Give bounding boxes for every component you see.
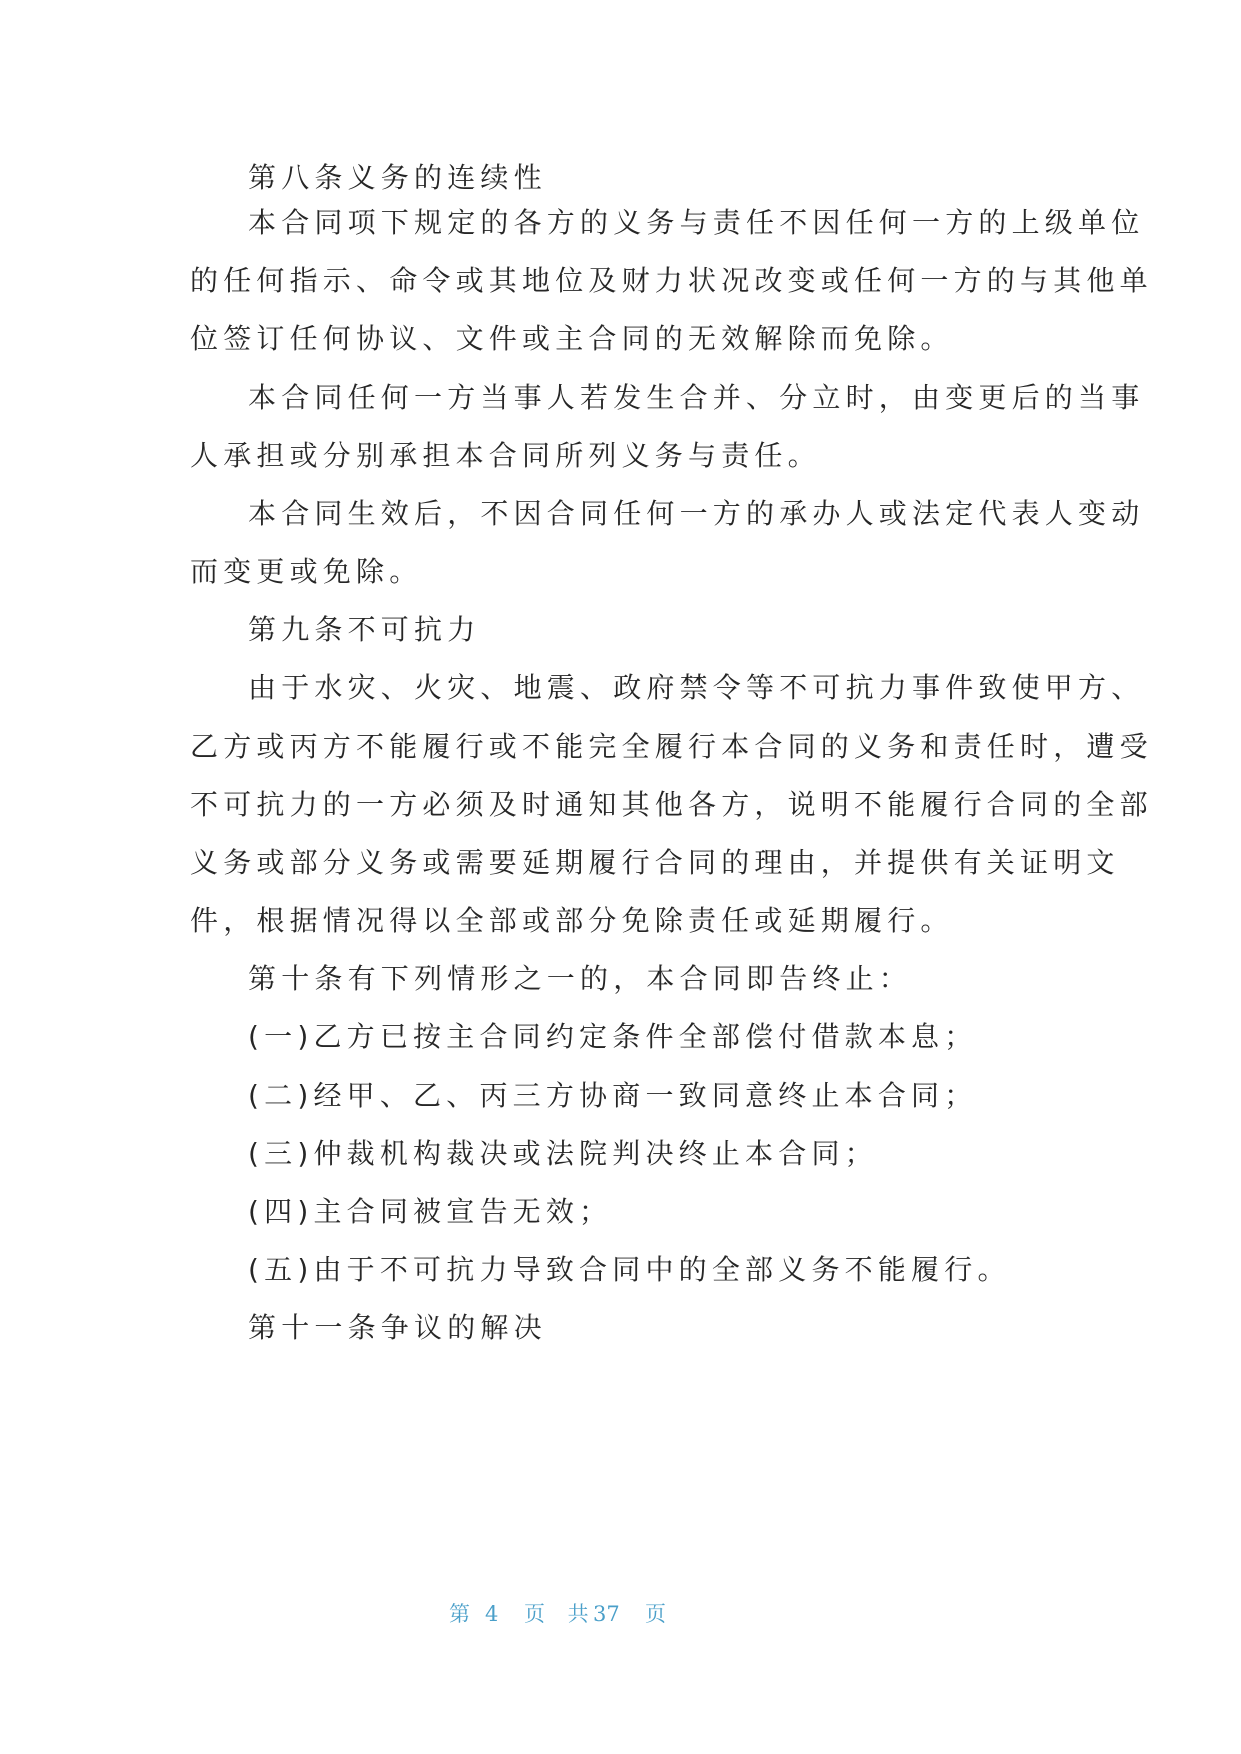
list-item: (三)仲裁机构裁决或法院判决终止本合同；: [248, 1137, 878, 1170]
article-heading: 第十一条争议的解决: [248, 1311, 547, 1344]
paragraph-line: 乙方或丙方不能履行或不能完全履行本合同的义务和责任时，遭受: [190, 730, 1153, 763]
paragraph-line: 义务或部分义务或需要延期履行合同的理由，并提供有关证明文: [190, 846, 1120, 879]
page-footer: [0, 1594, 1241, 1634]
list-item: (一)乙方已按主合同约定条件全部偿付借款本息；: [248, 1020, 978, 1053]
page-label-prefix: 第: [449, 1602, 470, 1626]
paragraph-line: 人承担或分别承担本合同所列义务与责任。: [190, 439, 821, 472]
paragraph-line: 而变更或免除。: [190, 555, 423, 588]
list-item: (五)由于不可抗力导致合同中的全部义务不能履行。: [248, 1253, 1011, 1286]
article-heading: 第八条义务的连续性: [248, 161, 547, 194]
paragraph-line: 本合同任何一方当事人若发生合并、分立时，由变更后的当事: [248, 381, 1145, 414]
paragraph-line: 由于水灾、火灾、地震、政府禁令等不可抗力事件致使甲方、: [248, 671, 1145, 704]
paragraph-line: 位签订任何协议、文件或主合同的无效解除而免除。: [190, 322, 954, 355]
list-item: (二)经甲、乙、丙三方协商一致同意终止本合同；: [248, 1079, 978, 1112]
paragraph-line: 本合同生效后，不因合同任何一方的承办人或法定代表人变动: [248, 497, 1145, 530]
paragraph-line: 件，根据情况得以全部或部分免除责任或延期履行。: [190, 904, 954, 937]
page-label-suffix: 页: [645, 1602, 666, 1626]
page-label-middle: 页 共: [524, 1602, 597, 1626]
total-pages: 37: [593, 1602, 620, 1626]
article-heading: 第十条有下列情形之一的，本合同即告终止：: [248, 962, 913, 995]
article-heading: 第九条不可抗力: [248, 613, 481, 646]
page-number: 4: [485, 1602, 499, 1626]
paragraph-line: 不可抗力的一方必须及时通知其他各方，说明不能履行合同的全部: [190, 788, 1153, 821]
paragraph-line: 的任何指示、命令或其地位及财力状况改变或任何一方的与其他单: [190, 264, 1153, 297]
paragraph-line: 本合同项下规定的各方的义务与责任不因任何一方的上级单位: [248, 206, 1145, 239]
list-item: (四)主合同被宣告无效；: [248, 1195, 613, 1228]
